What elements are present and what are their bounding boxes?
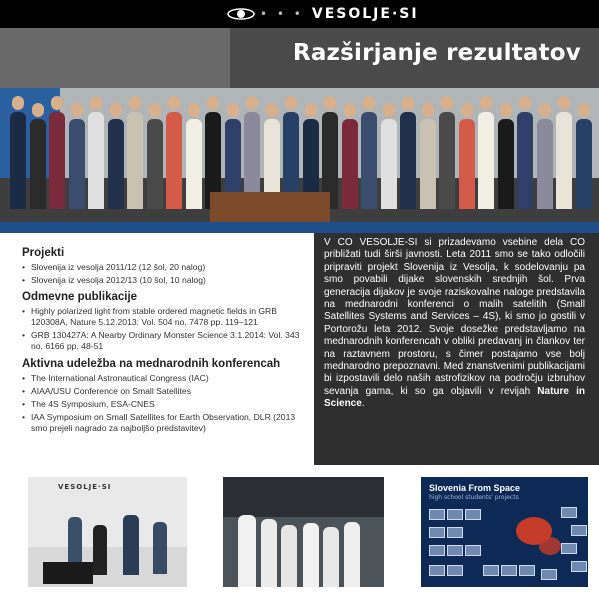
- list-item: • GRB 130427A: A Nearby Ordinary Monster Science 3.1.2014: Vol. 343 no. 6166 pp. 48-51: [22, 330, 307, 352]
- crowd-head: [558, 96, 570, 110]
- crowd-person: [478, 112, 494, 209]
- crowd-head: [324, 96, 336, 110]
- map-region: [539, 537, 561, 555]
- top-bar: [0, 0, 599, 28]
- projects-heading: Projekti: [22, 247, 65, 259]
- crowd-person: [69, 119, 85, 209]
- left-column: [22, 247, 307, 436]
- poster-thumbnail: [429, 527, 445, 538]
- crowd-head: [90, 96, 102, 110]
- crowd-head: [402, 96, 414, 110]
- logo[interactable]: [226, 2, 419, 26]
- poster-thumbnail: [465, 545, 481, 556]
- description-highlight: Nature in Science: [324, 385, 585, 410]
- poster-slovenia-from-space: [421, 477, 588, 587]
- crowd-head: [305, 103, 317, 117]
- crowd-person: [108, 119, 124, 209]
- photo-chairs: [0, 222, 599, 233]
- poster-thumbnail: [571, 561, 587, 572]
- list-item: • IAA Symposium on Small Satellites for Earth Observation, DLR (2013 smo prejeli nagrado za najboljšo predstavitev): [22, 412, 307, 434]
- crowd-head: [188, 103, 200, 117]
- crowd-person: [30, 119, 46, 209]
- logo-text: VESOLJE·SI: [311, 6, 419, 22]
- crowd-head: [285, 96, 297, 110]
- photo-cleanroom: [223, 477, 384, 587]
- poster-thumbnail: [483, 565, 499, 576]
- crowd-person: [361, 112, 377, 209]
- crowd-head: [71, 103, 83, 117]
- poster-thumbnail: [561, 543, 577, 554]
- crowd-person: [400, 112, 416, 209]
- crowd-head: [500, 103, 512, 117]
- crowd-person: [186, 119, 202, 209]
- poster-thumbnail: [519, 565, 535, 576]
- list-item: • The 4S Symposium, ESA-CNES: [22, 399, 307, 410]
- poster-thumbnail: [429, 509, 445, 520]
- poster-thumbnail: [561, 507, 577, 518]
- crowd-person: [381, 119, 397, 209]
- crowd-head: [363, 96, 375, 110]
- poster-thumbnail: [447, 527, 463, 538]
- poster-subtitle: high school students' projects: [429, 494, 519, 501]
- crowd-person: [517, 112, 533, 209]
- banner: [0, 28, 599, 88]
- crowd-head: [441, 96, 453, 110]
- crowd-head: [383, 103, 395, 117]
- list-item: • The International Astronautical Congress (IAC): [22, 373, 307, 384]
- crowd-head: [461, 103, 473, 117]
- poster-thumbnail: [447, 565, 463, 576]
- photo-sign: VESOLJE·SI: [58, 483, 112, 491]
- crowd-head: [344, 103, 356, 117]
- publications-heading: Odmevne publikacije: [22, 291, 138, 303]
- crowd-person: [10, 112, 26, 209]
- crowd-person: [342, 119, 358, 209]
- crowd-head: [110, 103, 122, 117]
- crowd-head: [227, 103, 239, 117]
- crowd-head: [578, 103, 590, 117]
- poster-thumbnail: [501, 565, 517, 576]
- crowd-head: [207, 96, 219, 110]
- poster-thumbnail: [447, 545, 463, 556]
- logo-icon: [226, 4, 256, 24]
- list-item: • AIAA/USU Conference on Small Satellites: [22, 386, 307, 397]
- description-box: [314, 233, 599, 465]
- crowd-person: [49, 112, 65, 209]
- crowd-head: [519, 96, 531, 110]
- crowd-head: [149, 103, 161, 117]
- banner-photo: [0, 28, 230, 88]
- poster-thumbnail: [429, 565, 445, 576]
- description-text: V CO VESOLJE-SI si prizadevamo vsebine dela CO približati tudi širši javnosti. Leta 2011 smo se tako odločili pripraviti projekt Slovenija iz Vesolja, k sodelovanju pa smo povabili dijake slovenskih srednjih šol. Prva generacija dijakov je svoje raziskovalne naloge predstavila na mednarodni konferenci o malih satelitih (Small Satellites Systems and Services – 4S), ki smo jo gostili v Portorožu leta 2012. Svoje dosežke predstavljamo na mednarodnih konferencah v obliki predavanj in člankov ter na raztavnem prostoru, s čimer postajamo vse bolj mednarodno prepoznavni. Med znanstvenimi publikacijami bi izpostavili delo naših astrofizikov na področju izbruhov sevanja gama, ki so ga objavili v revijah Nature in Science.: [324, 237, 585, 410]
- conferences-heading: Aktivna udeležba na mednarodnih konferencah: [22, 358, 281, 370]
- crowd-person: [537, 119, 553, 209]
- poster-thumbnail: [447, 509, 463, 520]
- crowd-person: [88, 112, 104, 209]
- list-item: • Slovenija iz vesolja 2011/12 (12 šol, 20 nalog): [22, 262, 307, 273]
- crowd-head: [32, 103, 44, 117]
- crowd-person: [576, 119, 592, 209]
- crowd-head: [422, 103, 434, 117]
- crowd-head: [480, 96, 492, 110]
- crowd-head: [168, 96, 180, 110]
- crowd-person: [459, 119, 475, 209]
- crowd-head: [51, 96, 63, 110]
- crowd-head: [539, 103, 551, 117]
- crowd-person: [439, 112, 455, 209]
- poster-thumbnail: [541, 569, 557, 580]
- crowd-person: [147, 119, 163, 209]
- logo-dots: • • •: [260, 7, 304, 21]
- crowd-person: [498, 119, 514, 209]
- crowd-person: [556, 112, 572, 209]
- list-item: • Slovenija iz vesolja 2012/13 (10 šol, 10 nalog): [22, 275, 307, 286]
- list-item: • Highly polarized light from stable ordered magnetic fields in GRB 120308A, Nature 5.12.2013: Vol. 504 no. 7478 pp. 119–121: [22, 306, 307, 328]
- crowd-head: [266, 103, 278, 117]
- crowd-person: [166, 112, 182, 209]
- poster-thumbnail: [571, 525, 587, 536]
- photo-team: [28, 477, 187, 587]
- crowd-head: [129, 96, 141, 110]
- poster-title: Slovenia From Space: [429, 483, 521, 493]
- bottom-photos: [0, 465, 599, 600]
- crowd-head: [246, 96, 258, 110]
- content-area: [0, 233, 599, 465]
- poster-thumbnail: [429, 545, 445, 556]
- crowd-person: [420, 119, 436, 209]
- crowd-person: [127, 112, 143, 209]
- page-title: Razširjanje rezultatov: [292, 40, 581, 66]
- poster-thumbnail: [465, 509, 481, 520]
- crowd-head: [12, 96, 24, 110]
